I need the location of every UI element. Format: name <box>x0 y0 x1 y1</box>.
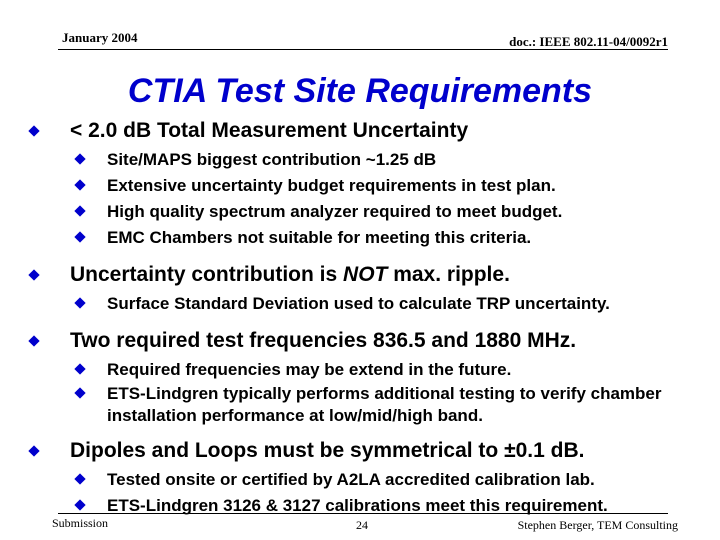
diamond-bullet-icon <box>76 225 84 251</box>
diamond-bullet-icon <box>76 383 84 405</box>
sub-bullet-text: ETS-Lindgren 3126 & 3127 calibrations meet this requirement. <box>107 496 608 515</box>
diamond-bullet-icon <box>76 173 84 199</box>
bullet-dipoles <box>30 437 710 465</box>
footer-submission: Submission <box>52 516 109 530</box>
diamond-bullet-icon <box>30 118 38 146</box>
bullet-text-emphasis: NOT <box>343 263 388 286</box>
diamond-bullet-icon <box>30 328 38 356</box>
diamond-bullet-icon <box>76 147 84 173</box>
sub-bullet-text: Tested onsite or certified by A2LA accredited calibration lab. <box>107 470 595 489</box>
diamond-bullet-icon <box>76 291 84 317</box>
bullet-text-pre: Uncertainty contribution is <box>70 263 344 286</box>
footer-author: Stephen Berger, TEM Consulting <box>517 518 678 532</box>
bullet-text: Two required test frequencies 836.5 and 1880 MHz. <box>70 329 577 352</box>
sub-bullet-text: Surface Standard Deviation used to calculate TRP uncertainty. <box>107 294 610 313</box>
diamond-bullet-icon <box>76 357 84 383</box>
bullet-text: Dipoles and Loops must be symmetrical to ±0.1 dB. <box>70 439 585 462</box>
diamond-bullet-icon <box>30 262 38 290</box>
sub-bullet-text: EMC Chambers not suitable for meeting this criteria. <box>107 228 532 247</box>
header-date: January 2004 <box>62 30 138 45</box>
slide-title: CTIA Test Site Requirements <box>127 72 593 110</box>
sub-bullet <box>30 173 710 199</box>
footer-page-number: 24 <box>356 518 368 532</box>
sub-bullet-text: ETS-Lindgren typically performs additional testing to verify chamber installation performance at low/mid/high band. <box>107 384 662 425</box>
sub-bullet <box>30 493 710 519</box>
sub-bullet <box>30 467 710 493</box>
diamond-bullet-icon <box>76 467 84 493</box>
footer-rule <box>58 513 668 514</box>
bullet-text-post: max. ripple. <box>387 263 510 286</box>
sub-bullet <box>30 225 710 251</box>
sub-bullet-text: Site/MAPS biggest contribution ~1.25 dB <box>107 150 437 169</box>
sub-bullet <box>30 383 710 427</box>
header-rule <box>58 49 668 50</box>
slide-body <box>30 117 710 519</box>
sub-bullet <box>30 147 710 173</box>
diamond-bullet-icon <box>76 199 84 225</box>
bullet-frequencies <box>30 327 710 355</box>
sub-bullet <box>30 199 710 225</box>
header-doc-id: doc.: IEEE 802.11-04/0092r1 <box>509 34 668 49</box>
sub-bullet-text: Required frequencies may be extend in the future. <box>107 360 512 379</box>
sub-bullet <box>30 357 710 383</box>
sub-bullet-text: High quality spectrum analyzer required to meet budget. <box>107 202 563 221</box>
sub-bullet <box>30 291 710 317</box>
diamond-bullet-icon <box>30 438 38 466</box>
sub-bullet-text: Extensive uncertainty budget requirements in test plan. <box>107 176 556 195</box>
bullet-text: < 2.0 dB Total Measurement Uncertainty <box>70 119 469 142</box>
bullet-uncertainty <box>30 117 710 145</box>
bullet-ripple <box>30 261 710 289</box>
